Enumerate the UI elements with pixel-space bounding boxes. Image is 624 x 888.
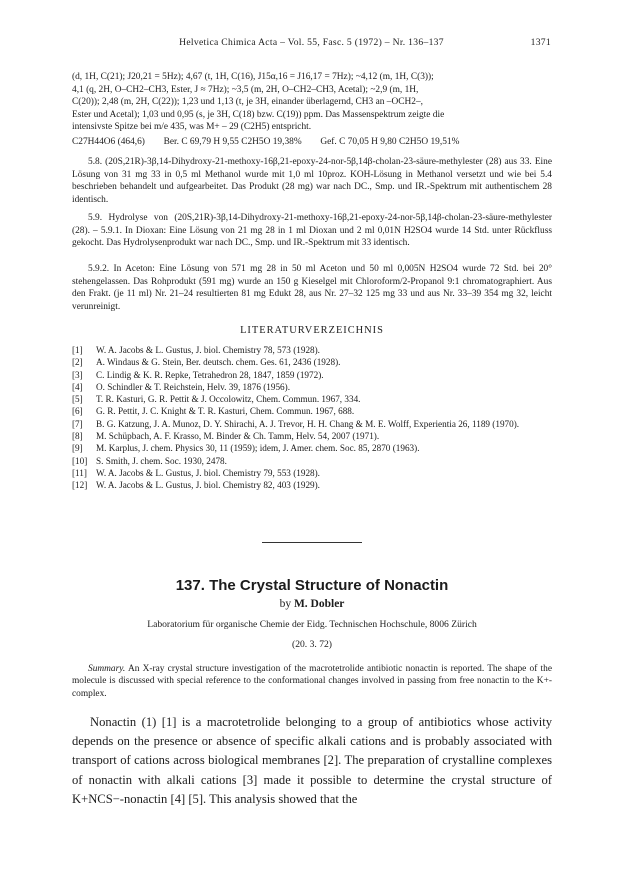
reference-item: [72, 467, 552, 479]
nmr-line: C(20)); 2,48 (m, 2H, C(22)); 1,23 und 1,13 (t, je 3H, einander überlagernd, CH3 an –OCH2–,: [72, 97, 423, 108]
journal-citation: Helvetica Chimica Acta – Vol. 55, Fasc. 5 (1972) – Nr. 136–137: [179, 37, 444, 48]
section-5-9-2-text: 5.9.2. In Aceton: Eine Lösung von 571 mg 28 in 50 ml Aceton und 50 ml 0,005N H2SO4 wurde 72 Std. bei 20° stehengelassen. Das Rohprodukt (591 mg) wurde an 150 g Kieselgel mit Chloroform/2-Propanol 9:1 chromatographiert. Aus den Frakt. (je 11 ml) Nr. 21–24 resultierten 81 mg Edukt 28, aus Nr. 27–32 125 mg 33 und aus Nr. 33–39 354 mg 32, leicht verunreinigt.: [72, 264, 552, 312]
nmr-line: Ester und Acetal); 1,03 und 0,95 (s, je 3H, C(18) bzw. C(19)) ppm. Das Massenspektrum zeigte die: [72, 109, 445, 120]
reference-item: [72, 344, 552, 356]
molecular-formula: C27H44O6 (464,6): [72, 137, 145, 147]
reference-number: [5]: [72, 394, 83, 405]
byline: [0, 598, 624, 610]
reference-number: [3]: [72, 369, 83, 380]
reference-item: [72, 381, 552, 393]
reference-item: [72, 369, 552, 381]
summary-text: An X-ray crystal structure investigation of the macrotetrolide antibiotic nonactin is reported. The shape of the molecule is discussed with special reference to the conformational changes involved in passing from free nonactin to the K+-complex.: [72, 664, 552, 699]
section-5-9-2: [72, 263, 552, 313]
body-paragraph: Nonactin (1) [1] is a macrotetrolide belonging to a group of antibiotics whose activity depends on the presence or absence of specific alkali cations and is probably associated with transport of cations across biological membranes [2]. The preparation of crystalline complexes of nonactin with alkali cations [3] made it possible to determine the crystal structure of K+NCS−-nonactin [4] [5]. This analysis showed that the: [72, 715, 552, 806]
reference-number: [11]: [72, 467, 87, 478]
reference-number: [6]: [72, 406, 83, 417]
reference-text: W. A. Jacobs & L. Gustus, J. biol. Chemistry 82, 403 (1929).: [96, 480, 320, 491]
section-5-8: [72, 156, 552, 206]
reference-text: B. G. Katzung, J. A. Munoz, D. Y. Shirachi, A. J. Trevor, H. H. Chang & M. E. Wolff, Experientia 26, 1189 (1970).: [96, 418, 520, 429]
references-heading: LITERATURVERZEICHNIS: [240, 325, 384, 336]
reference-text: T. R. Kasturi, G. R. Pettit & J. Occolowitz, Chem. Commun. 1967, 334.: [96, 394, 361, 405]
section-5-8-text: 5.8. (20S,21R)-3β,14-Dihydroxy-21-methoxy-16β,21-epoxy-24-nor-5β,14β-cholan-23-säure-methylester (28) aus 33. Eine Lösung von 31 mg 33 in 0,5 ml Methanol wurde mit 1,0 ml 10proz. KOH-Lösung in Methanol versetzt und wie bei 5.4 beschrieben behandelt und aufgearbeitet. Das Produkt (28 mg) war nach DC., Smp. und IR.-Spektrum mit authentischem 28 identisch.: [72, 157, 552, 205]
elemental-analysis: [72, 137, 552, 147]
calculated-values: Ber. C 69,79 H 9,55 C2H5O 19,38%: [163, 137, 302, 147]
summary: [72, 663, 552, 700]
reference-item: [72, 430, 552, 442]
reference-text: S. Smith, J. chem. Soc. 1930, 2478.: [96, 455, 227, 466]
reference-text: A. Windaus & G. Stein, Ber. deutsch. chem. Ges. 61, 2436 (1928).: [96, 357, 341, 368]
section-5-9-text: 5.9. Hydrolyse von (20S,21R)-3β,14-Dihydroxy-21-methoxy-16β,21-epoxy-24-nor-5β,14β-cholan-23-säure-methylester (28). – 5.9.1. In Dioxan: Eine Lösung von 21 mg 28 in 1 ml Dioxan und 2 ml 0,01N H2SO4 wurde 14 Std. unter Rückfluss gekocht. Das Hydrolysenprodukt war nach DC., Smp. und IR.-Spektrum mit 33 identisch.: [72, 213, 552, 249]
reference-item: [72, 455, 552, 467]
reference-number: [2]: [72, 357, 83, 368]
page-number: 1371: [530, 37, 551, 48]
reference-number: [4]: [72, 381, 83, 392]
reference-number: [12]: [72, 480, 88, 491]
nmr-line: (d, 1H, C(21); J20,21 = 5Hz); 4,67 (t, 1H, C(16), J15α,16 = J16,17 = 7Hz); ~4,12 (m, 1H, C(3));: [72, 72, 434, 82]
byline-by: by: [279, 598, 292, 610]
reference-text: M. Karplus, J. chem. Physics 30, 11 (1959); idem, J. Amer. chem. Soc. 85, 2870 (1963).: [96, 443, 420, 454]
reference-number: [7]: [72, 418, 83, 429]
article-title: 137. The Crystal Structure of Nonactin: [175, 577, 449, 594]
reference-item: [72, 405, 552, 417]
reference-number: [1]: [72, 345, 83, 355]
reference-number: [10]: [72, 455, 88, 466]
reference-item: [72, 479, 552, 491]
nmr-line: 4,1 (q, 2H, O–CH2–CH3, Ester, J ≈ 7Hz); ~3,5 (m, 2H, O–CH2–CH3, Acetal); ~2,9 (m, 1H,: [72, 84, 419, 95]
section-5-9: [72, 212, 552, 250]
reference-text: W. A. Jacobs & L. Gustus, J. biol. Chemistry 78, 573 (1928).: [96, 345, 320, 355]
reference-item: [72, 356, 552, 368]
reference-text: W. A. Jacobs & L. Gustus, J. biol. Chemistry 79, 553 (1928).: [96, 467, 320, 478]
author-name: M. Dobler: [293, 598, 345, 610]
reference-item: [72, 442, 552, 454]
reference-list: [72, 344, 552, 492]
summary-label: Summary.: [88, 664, 126, 674]
reference-number: [8]: [72, 431, 83, 442]
received-date: (20. 3. 72): [292, 639, 332, 650]
reference-item: [72, 393, 552, 405]
reference-text: M. Schüpbach, A. F. Krasso, M. Binder & Ch. Tamm, Helv. 54, 2007 (1971).: [96, 431, 380, 442]
reference-text: O. Schindler & T. Reichstein, Helv. 39, 1876 (1956).: [96, 381, 291, 392]
nmr-continuation: [72, 71, 552, 134]
reference-text: C. Lindig & K. R. Repke, Tetrahedron 28, 1847, 1859 (1972).: [96, 369, 324, 380]
found-values: Gef. C 70,05 H 9,80 C2H5O 19,51%: [320, 137, 460, 147]
affiliation: Laboratorium für organische Chemie der Eidg. Technischen Hochschule, 8006 Zürich: [147, 619, 477, 630]
section-divider: [262, 542, 362, 543]
reference-text: G. R. Pettit, J. C. Knight & T. R. Kasturi, Chem. Commun. 1967, 688.: [96, 406, 355, 417]
reference-number: [9]: [72, 443, 83, 454]
reference-item: [72, 418, 552, 430]
nmr-line: intensivste Spitze bei m/e 435, was M+ – 29 (C2H5) entspricht.: [72, 122, 312, 133]
